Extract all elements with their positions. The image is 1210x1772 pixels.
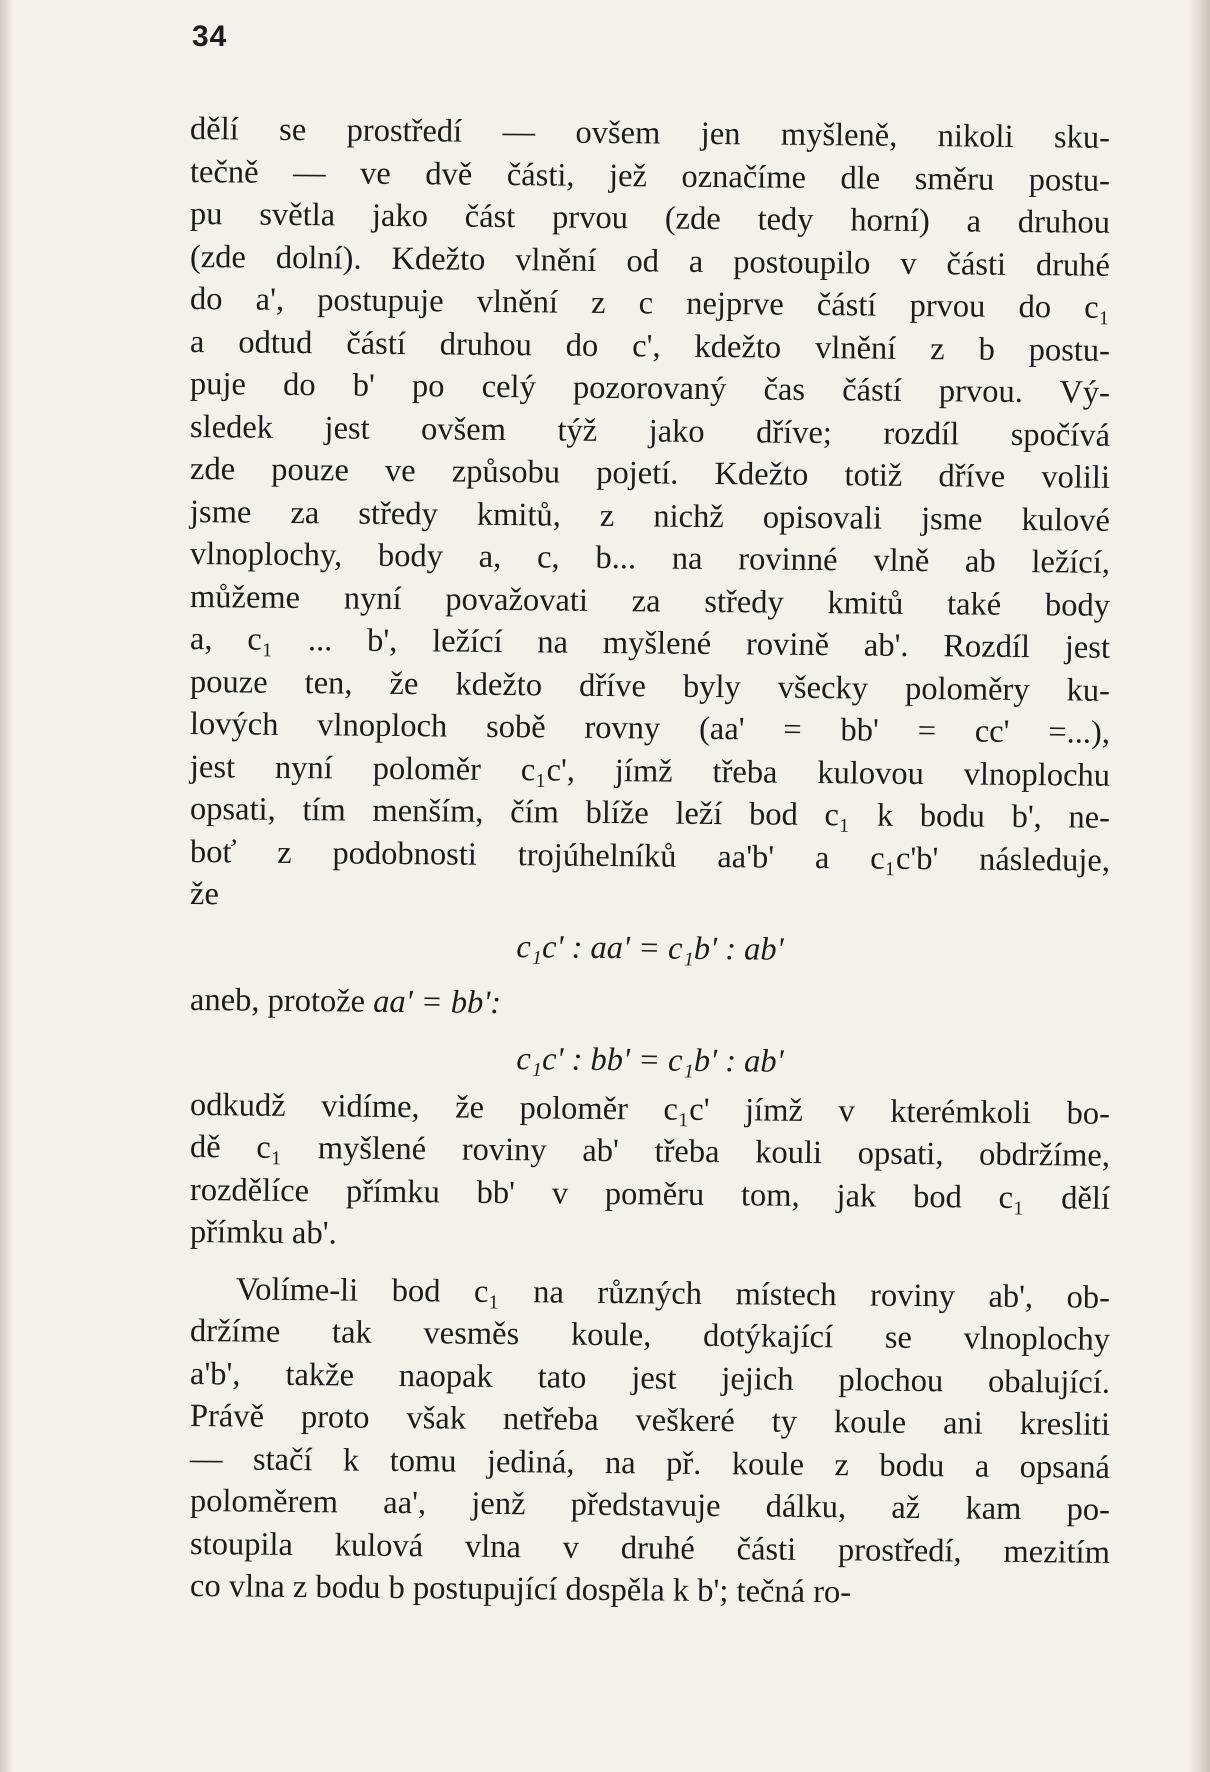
text-line: odkudž vidíme, že poloměr c₁c' jímž v kterémkoli bo-: [189, 1086, 1111, 1132]
text-line: Právě proto však netřeba veškeré ty koule ani kresliti: [189, 1398, 1111, 1443]
text-line: — stačí k tomu jediná, na př. koule z bodu a opsaná: [189, 1440, 1111, 1486]
page-edge-right: [1188, 0, 1210, 1772]
text-line: jest nyní poloměr c₁c', jímž třeba kulovou vlnoplochu: [189, 748, 1111, 794]
page-edge-left: [0, 0, 14, 1772]
formula-2-line: [190, 972, 1110, 1037]
text-line: puje do b' po celý pozorovaný čas částí prvou. Vý-: [189, 366, 1111, 411]
text-line: Volíme-li bod c₁ na různých místech roviny ab', ob-: [235, 1270, 1111, 1316]
text-line: (zde dolní). Kdežto vlnění od a postoupilo v části druhé: [189, 238, 1111, 284]
text-line: a odtud částí druhou do c', kdežto vlnění z b postu-: [189, 323, 1111, 369]
text-line: pouze ten, že kdežto dříve byly všecky poloměry ku-: [189, 663, 1111, 709]
text-line: tečně — ve dvě části, jež označíme dle směru postu-: [189, 153, 1111, 199]
paragraph-2: [190, 1084, 1110, 1254]
text-line: dělí se prostředí — ovšem jen myšleně, nikoli sku-: [189, 111, 1111, 156]
text-line: vlnoplochy, body a, c, b... na rovinné vlně ab ležící,: [189, 536, 1111, 581]
paragraph-3: [189, 1268, 1111, 1611]
text-line: přímku ab'.: [189, 1214, 337, 1252]
text-line: stoupila kulová vlna v druhé části prostředí, mezitím: [189, 1525, 1111, 1571]
formula-2-prefix: aneb, protože: [189, 981, 366, 1020]
text-line: držíme tak vesměs koule, dotýkající se vlnoplochy: [189, 1313, 1111, 1358]
text-line: a'b', takže naopak tato jest jejich plochou obalující.: [189, 1355, 1111, 1401]
text-line: zde pouze ve způsobu pojetí. Kdežto totiž dříve volili: [189, 451, 1111, 496]
text-line: a, c₁ ... b', ležící na myšlené rovině ab'. Rozdíl jest: [189, 621, 1111, 666]
formula-1: c₁c' : aa' = c₁b' : ab': [516, 928, 784, 968]
text-line: můžeme nyní považovati za středy kmitů také body: [189, 578, 1111, 624]
paragraph-1: [190, 108, 1110, 916]
text-line: boť z podobnosti trojúhelníků aa'b' a c₁c'b' následuje,: [189, 833, 1111, 879]
formula-3: c₁c' : bb' = c₁b' : ab': [516, 1040, 784, 1080]
text-line: poloměrem aa', jenž představuje dálku, až kam po-: [189, 1483, 1111, 1528]
text-line: že: [189, 876, 220, 913]
page-number: 34: [192, 20, 228, 53]
text-line: jsme za středy kmitů, z nichž opisovali jsme kulové: [189, 493, 1111, 539]
text-line: pu světla jako část prvou (zde tedy horní) a druhou: [189, 196, 1111, 241]
formula-2: aa' = bb':: [373, 983, 502, 1021]
text-line: dě c₁ myšlené roviny ab' třeba kouli opsati, obdržíme,: [189, 1129, 1111, 1174]
text-line: lových vlnoploch sobě rovny (aa' = bb' = cc' =...),: [189, 706, 1111, 751]
text-block: [189, 108, 1111, 1611]
text-line: rozdělíce přímku bb' v poměru tom, jak bod c₁ dělí: [189, 1171, 1111, 1217]
text-line: sledek jest ovšem týž jako dříve; rozdíl spočívá: [189, 408, 1111, 454]
text-line: co vlna z bodu b postupující dospěla k b'; tečná ro-: [189, 1568, 852, 1611]
text-line: do a', postupuje vlnění z c nejprve částí prvou do c₁: [189, 281, 1111, 326]
text-line: opsati, tím menším, čím blíže leží bod c₁ k bodu b', ne-: [189, 791, 1111, 836]
